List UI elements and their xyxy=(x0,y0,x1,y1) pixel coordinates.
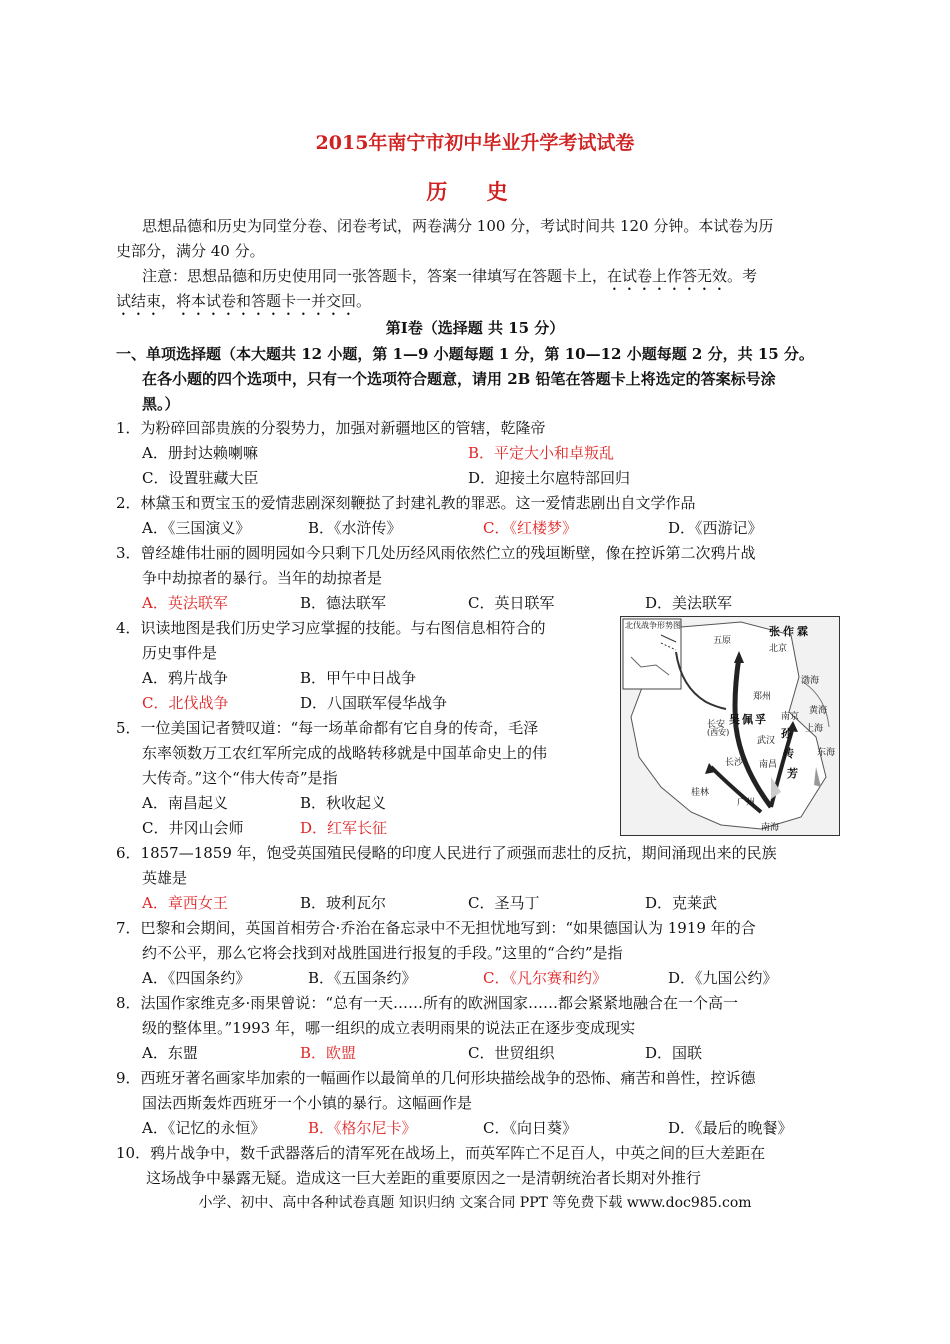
map-label-sun: 孙 xyxy=(781,727,792,740)
q9-stem-1: 9．西班牙著名画家毕加索的一幅画作以最简单的几何形块描绘战争的恐怖、痛苦和兽性，控诉德 xyxy=(116,1069,756,1087)
q3-stem-1: 3．曾经雄伟壮丽的圆明园如今只剩下几处历经风雨依然伫立的残垣断壁，像在控诉第二次鸦片战 xyxy=(116,544,756,562)
map-label-shanghai: 上海 xyxy=(805,724,824,734)
q2-option-d: D．《西游记》 xyxy=(668,519,763,537)
part-heading-2: 在各小题的四个选项中，只有一个选项符合题意，请用 2B 铅笔在答题卡上将选定的答案标号涂 xyxy=(142,370,776,388)
q3-option-d: D．美法联军 xyxy=(645,594,733,612)
intro-note-pre: 注意：思想品德和历史使用同一张答题卡，答案一律填写在答题卡上， xyxy=(142,267,608,285)
q8-option-b: B．欧盟 xyxy=(300,1044,357,1062)
q2-option-a: A．《三国演义》 xyxy=(142,519,251,537)
q5-option-b: B．秋收起义 xyxy=(300,794,387,812)
subject-title: 历 史 xyxy=(426,179,524,204)
q5-option-a: A．南昌起义 xyxy=(142,794,228,812)
map-label-nanjing: 南京 xyxy=(781,712,800,722)
exam-title: 2015年南宁市初中毕业升学考试试卷 xyxy=(315,132,635,154)
q7-stem-2: 约不公平，那么它将会找到对战胜国进行报复的手段。”这里的“合约”是指 xyxy=(142,944,623,962)
intro-line-4: 试结束，将本试卷和答题卡一并交回。 xyxy=(116,292,372,310)
intro-note-emphasis: 在试卷上作答无效 xyxy=(607,267,728,285)
map-label-guilin: 桂林 xyxy=(691,788,710,798)
intro-line-1: 思想品德和历史为同堂分卷、闭卷考试，两卷满分 100 分，考试时间共 120 分钟。本试卷为历 xyxy=(142,217,774,235)
q5-stem-3: 大传奇。”这个“伟大传奇”是指 xyxy=(142,769,338,787)
q3-option-c: C．英日联军 xyxy=(468,594,555,612)
map-label-changsha: 长沙 xyxy=(725,758,744,768)
part-heading-3: 黑。） xyxy=(142,395,180,413)
q6-option-b: B．玻利瓦尔 xyxy=(300,894,387,912)
q1-option-d: D．迎接土尔扈特部回归 xyxy=(468,469,631,487)
q6-option-a: A．章西女王 xyxy=(142,894,228,912)
q3-stem-2: 争中劫掠者的暴行。当年的劫掠者是 xyxy=(142,569,383,587)
q7-option-a: A．《四国条约》 xyxy=(142,969,251,987)
q7-option-b: B．《五国条约》 xyxy=(308,969,417,987)
q6-option-c: C．圣马丁 xyxy=(468,894,540,912)
q1-option-a: A．册封达赖喇嘛 xyxy=(142,444,258,462)
section-title: 第Ⅰ卷（选择题 共 15 分） xyxy=(385,319,565,337)
q9-option-b: B．《格尔尼卡》 xyxy=(308,1119,417,1137)
map-label-nanhai: 南海 xyxy=(761,823,780,833)
q4-option-d: D．八国联军侵华战争 xyxy=(300,694,448,712)
map-label-chuan: 传 xyxy=(783,747,794,760)
q5-option-c: C．井冈山会师 xyxy=(142,819,244,837)
map-label-bohai: 渤海 xyxy=(801,676,820,686)
map-label-nanchang: 南昌 xyxy=(759,760,778,770)
map-label-zhangzuolin: 张作霖 xyxy=(769,625,811,638)
q8-option-c: C．世贸组织 xyxy=(468,1044,555,1062)
q8-option-a: A．东盟 xyxy=(142,1044,198,1062)
q1-option-b: B．平定大小和卓叛乱 xyxy=(468,444,615,462)
map-label-changan: 长安 xyxy=(707,720,726,730)
q1-stem: 1．为粉碎回部贵族的分裂势力，加强对新疆地区的管辖，乾隆帝 xyxy=(116,419,546,437)
part-heading-1: 一、单项选择题（本大题共 12 小题，第 1—9 小题每题 1 分，第 10—12 小题每题 2 分，共 15 分。 xyxy=(116,345,814,363)
map-legend-title: 北伐战争形势图 xyxy=(625,621,681,630)
map-label-huanghai: 黄海 xyxy=(809,706,828,716)
map-label-wuyuan: 五原 xyxy=(713,636,732,646)
q8-stem-1: 8．法国作家维克多·雨果曾说：“总有一天……所有的欧洲国家……都会紧紧地融合在一个高一 xyxy=(116,994,738,1012)
q9-stem-2: 国法西斯轰炸西班牙一个小镇的暴行。这幅画作是 xyxy=(142,1094,473,1112)
q4-option-c: C．北伐战争 xyxy=(142,694,229,712)
q9-option-d: D．《最后的晚餐》 xyxy=(668,1119,793,1137)
q7-option-d: D．《九国公约》 xyxy=(668,969,778,987)
map-label-fang: 芳 xyxy=(787,767,798,780)
q6-stem-2: 英雄是 xyxy=(142,869,188,887)
q4-option-b: B．甲午中日战争 xyxy=(300,669,417,687)
q3-option-b: B．德法联军 xyxy=(300,594,387,612)
q4-option-a: A．鸦片战争 xyxy=(142,669,228,687)
q2-stem: 2．林黛玉和贾宝玉的爱情悲剧深刻鞭挞了封建礼教的罪恶。这一爱情悲剧出自文学作品 xyxy=(116,494,696,512)
q10-stem-1: 10．鸦片战争中，数千武器落后的清军死在战场上，而英军阵亡不足百人，中英之间的巨大差距在 xyxy=(116,1144,766,1162)
q8-option-d: D．国联 xyxy=(645,1044,703,1062)
map-label-zhengzhou: 郑州 xyxy=(753,692,772,702)
intro-line-2: 史部分，满分 40 分。 xyxy=(116,242,265,260)
q5-option-d: D．红军长征 xyxy=(300,819,388,837)
northern-expedition-map xyxy=(620,616,840,836)
q10-stem-2: 这场战争中暴露无疑。造成这一巨大差距的重要原因之一是清朝统治者长期对外推行 xyxy=(146,1169,702,1187)
map-label-donghai: 东海 xyxy=(817,748,836,758)
q9-option-c: C．《向日葵》 xyxy=(483,1119,577,1137)
q1-option-c: C．设置驻藏大臣 xyxy=(142,469,259,487)
q7-stem-1: 7．巴黎和会期间，英国首相劳合·乔治在备忘录中不无担忧地写到：“如果德国认为 1919 年的合 xyxy=(116,919,756,937)
q4-stem-2: 历史事件是 xyxy=(142,644,218,662)
map-label-guangzhou: 广州 xyxy=(737,798,756,808)
q7-option-c: C．《凡尔赛和约》 xyxy=(483,969,607,987)
map-label-wuhan: 武汉 xyxy=(757,736,776,746)
q6-stem-1: 6．1857—1859 年，饱受英国殖民侵略的印度人民进行了顽强而悲壮的反抗，期间涌现出来的民族 xyxy=(116,844,777,862)
intro-note-post: 。考 xyxy=(727,267,758,285)
q9-option-a: A．《记忆的永恒》 xyxy=(142,1119,266,1137)
map-label-beijing: 北京 xyxy=(769,644,788,654)
q5-stem-1: 5．一位美国记者赞叹道：“每一场革命都有它自身的传奇，毛泽 xyxy=(116,719,539,737)
q4-stem-1: 4．识读地图是我们历史学习应掌握的技能。与右图信息相符合的 xyxy=(116,619,546,637)
q3-option-a: A．英法联军 xyxy=(142,594,228,612)
map-label-wupeifu: 吴佩孚 xyxy=(729,713,768,726)
page-footer: 小学、初中、高中各种试卷真题 知识归纳 文案合同 PPT 等免费下载 www.doc985.com xyxy=(198,1195,752,1211)
q2-option-c: C．《红楼梦》 xyxy=(483,519,577,537)
q2-option-b: B．《水浒传》 xyxy=(308,519,402,537)
map-label-xian: (西安) xyxy=(707,728,730,737)
q6-option-d: D．克莱武 xyxy=(645,894,718,912)
q5-stem-2: 东率领数万工农红军所完成的战略转移就是中国革命史上的伟 xyxy=(142,744,548,762)
q8-stem-2: 级的整体里。”1993 年，哪一组织的成立表明雨果的说法正在逐步变成现实 xyxy=(142,1019,636,1037)
